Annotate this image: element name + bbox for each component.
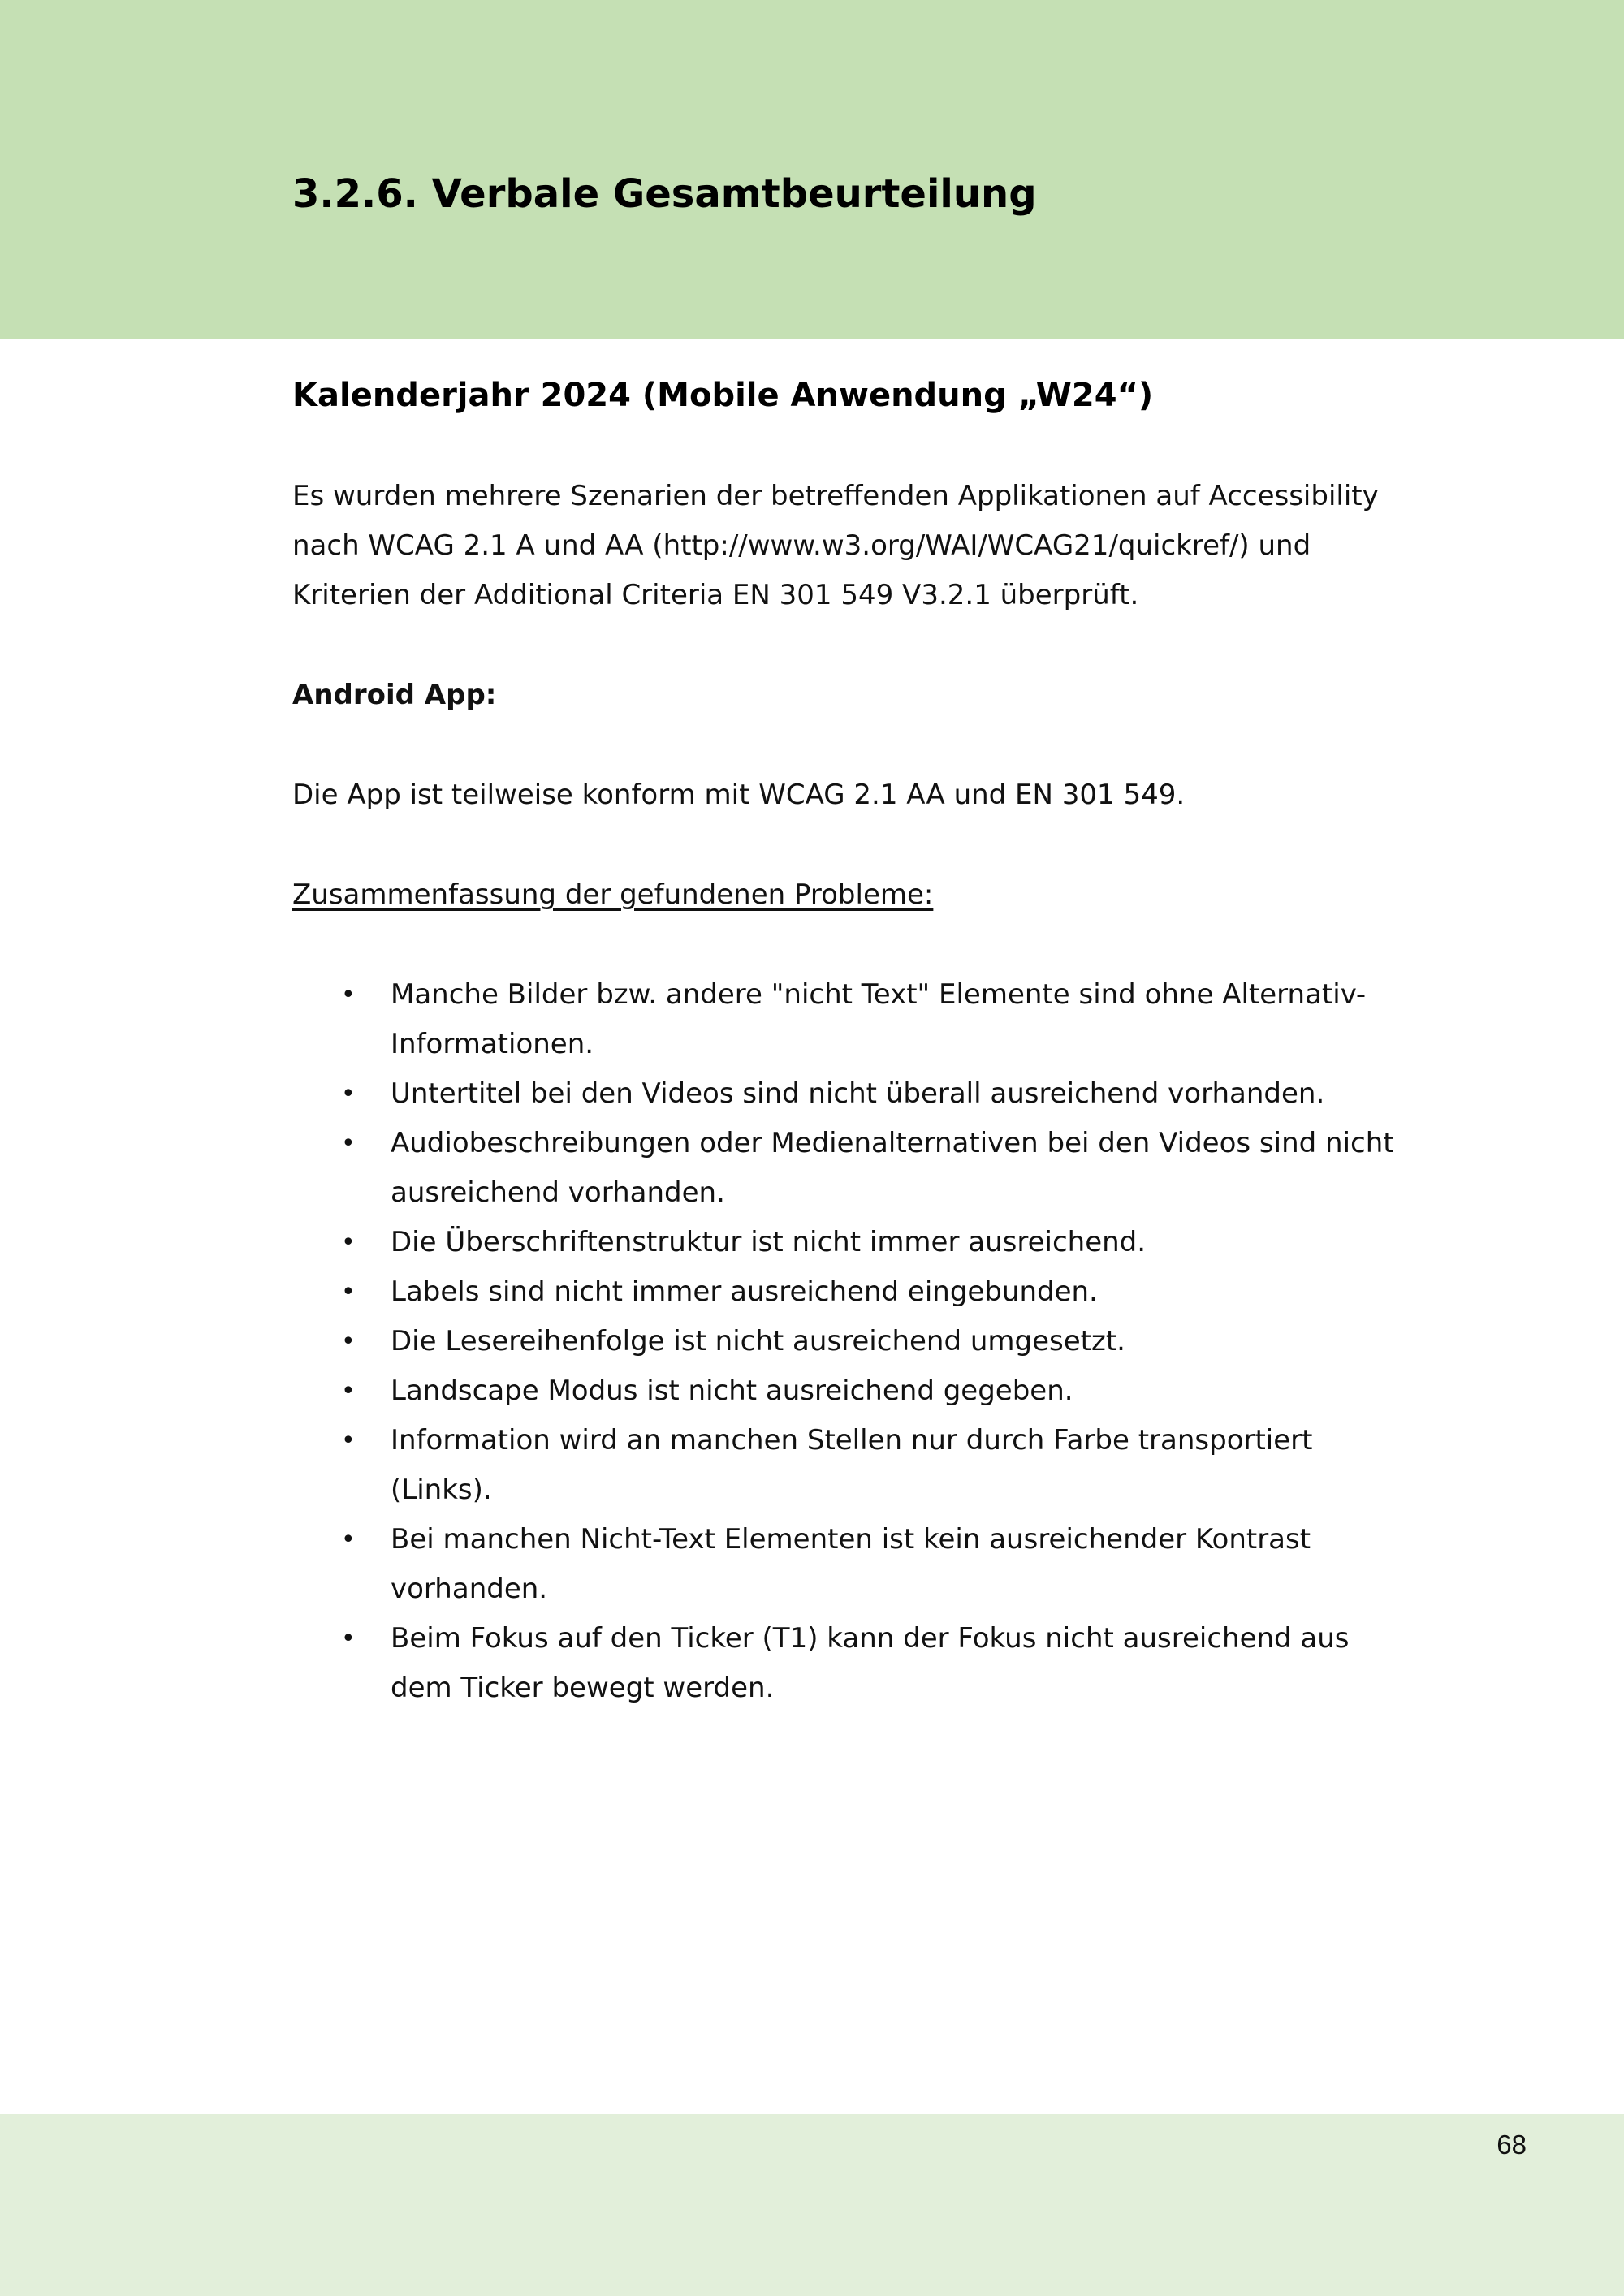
bullet-icon: • xyxy=(341,1426,356,1455)
issue-text: Manche Bilder bzw. andere "nicht Text" Elemente sind ohne Alternativ-Informationen. xyxy=(391,978,1367,1060)
list-item xyxy=(292,1515,1397,1614)
list-item xyxy=(292,1317,1397,1366)
issue-text: Bei manchen Nicht-Text Elementen ist kein ausreichender Kontrast vorhanden. xyxy=(391,1523,1311,1605)
bullet-icon: • xyxy=(341,1129,356,1158)
issue-text: Beim Fokus auf den Ticker (T1) kann der Fokus nicht ausreichend aus dem Ticker bewegt werden. xyxy=(391,1622,1350,1704)
issue-text: Die Überschriftenstruktur ist nicht immer ausreichend. xyxy=(391,1226,1147,1258)
issue-text: Landscape Modus ist nicht ausreichend gegeben. xyxy=(391,1375,1073,1407)
summary-heading: Zusammenfassung der gefundenen Probleme: xyxy=(292,878,934,911)
page-number: 68 xyxy=(1497,2130,1527,2160)
list-item xyxy=(292,1267,1397,1317)
issues-list xyxy=(292,970,1397,1713)
bullet-icon: • xyxy=(341,1278,356,1306)
list-item xyxy=(292,1416,1397,1515)
page-content xyxy=(292,369,1397,1713)
conformance-statement: Die App ist teilweise konform mit WCAG 2.1 AA und EN 301 549. xyxy=(292,779,1186,811)
platform-label: Android App: xyxy=(292,679,497,711)
list-item xyxy=(292,1069,1397,1119)
footer-band xyxy=(0,2114,1624,2296)
intro-paragraph: Es wurden mehrere Szenarien der betreffenden Applikationen auf Accessibility nach WCAG 2.1 A und AA (http://www.w3.org/WAI/WCAG21/quickref/) und Kriterien der Additional Criteria EN 301 549 V3.2.1 überprüft. xyxy=(292,480,1379,611)
bullet-icon: • xyxy=(341,1228,356,1257)
bullet-icon: • xyxy=(341,1625,356,1653)
bullet-icon: • xyxy=(341,1327,356,1356)
bullet-icon: • xyxy=(341,1377,356,1405)
bullet-icon: • xyxy=(341,981,356,1009)
list-item xyxy=(292,1218,1397,1267)
section-title: 3.2.6. Verbale Gesamtbeurteilung xyxy=(292,171,1037,217)
list-item xyxy=(292,1366,1397,1416)
bullet-icon: • xyxy=(341,1526,356,1554)
list-item xyxy=(292,1614,1397,1713)
issue-text: Untertitel bei den Videos sind nicht überall ausreichend vorhanden. xyxy=(391,1077,1325,1110)
list-item xyxy=(292,1119,1397,1218)
subsection-title: Kalenderjahr 2024 (Mobile Anwendung „W24“) xyxy=(292,377,1154,414)
issue-text: Die Lesereihenfolge ist nicht ausreichend umgesetzt. xyxy=(391,1325,1125,1357)
issue-text: Information wird an manchen Stellen nur durch Farbe transportiert (Links). xyxy=(391,1424,1313,1506)
list-item xyxy=(292,970,1397,1069)
bullet-icon: • xyxy=(341,1080,356,1108)
issue-text: Labels sind nicht immer ausreichend eingebunden. xyxy=(391,1275,1098,1308)
issue-text: Audiobeschreibungen oder Medienalternativen bei den Videos sind nicht ausreichend vorhanden. xyxy=(391,1127,1394,1209)
